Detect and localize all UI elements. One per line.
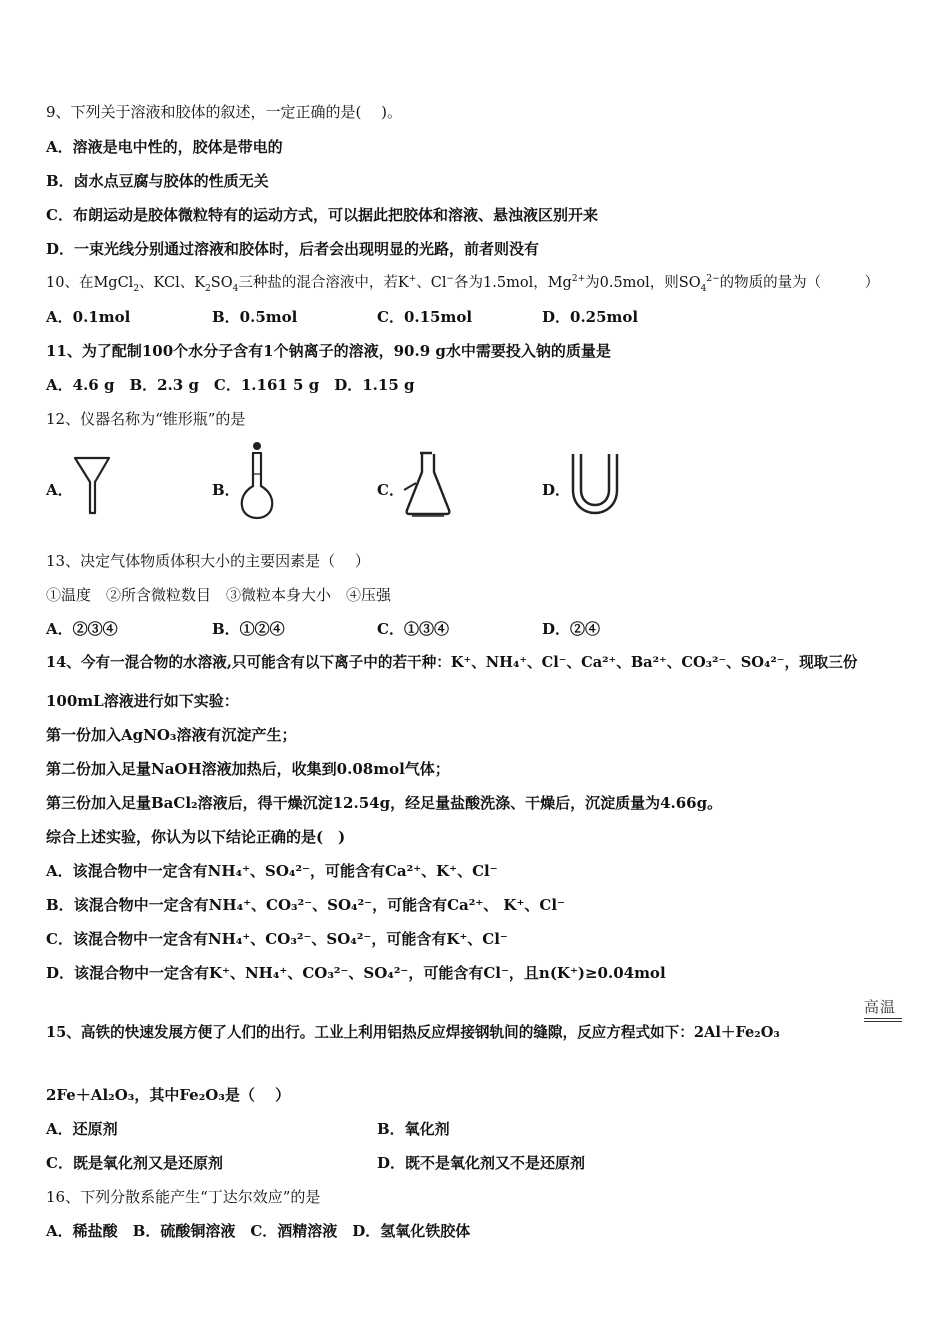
q11-options: A．4.6 g B．2.3 g C．1.161 5 g D．1.15 g bbox=[46, 376, 415, 394]
q15-option-a: A．还原剂 bbox=[46, 1120, 118, 1138]
q14-stem-line2: 100mL溶液进行如下实验： bbox=[46, 692, 239, 710]
q15-option-d: D．既不是氧化剂又不是还原剂 bbox=[377, 1154, 586, 1172]
q11-stem: 11、为了配制100个水分子含有1个钠离子的溶液，90.9 g水中需要投入钠的质量是 bbox=[46, 342, 611, 360]
q10-stem: 10、在MgCl$_2$、KCl、$K_2SO_4$三种盐的混合溶液中，若K+、Cl−各为1.5mol，$Mg^{2+}$为0.5mol，则$SO_4^{2-}$的物质的量为（ ） bbox=[46, 274, 880, 294]
q12-option-c: C． bbox=[377, 481, 404, 499]
q13-option-b: B．①②④ bbox=[212, 620, 285, 638]
q13-option-a: A．②③④ bbox=[46, 620, 118, 638]
q9-option-d: D．一束光线分别通过溶液和胶体时，后者会出现明显的光路，前者则没有 bbox=[46, 240, 540, 258]
q10-option-c: C．0.15mol bbox=[377, 308, 473, 326]
volumetric-flask-icon bbox=[238, 440, 276, 520]
q12-stem: 12、仪器名称为“锥形瓶”的是 bbox=[46, 410, 246, 428]
q14-experiment-1: 第一份加入AgNO₃溶液有沉淀产生； bbox=[46, 726, 297, 744]
q14-option-b: B．该混合物中一定含有NH₄⁺、CO₃²⁻、SO₄²⁻，可能含有Ca²⁺、 K⁺、Cl⁻ bbox=[46, 896, 565, 914]
q14-option-a: A．该混合物中一定含有NH₄⁺、SO₄²⁻，可能含有Ca²⁺、K⁺、Cl⁻ bbox=[46, 862, 498, 880]
q13-stem: 13、决定气体物质体积大小的主要因素是（ ） bbox=[46, 552, 370, 570]
conical-flask-icon bbox=[402, 450, 454, 520]
q15-equals-line-bottom bbox=[864, 1021, 902, 1022]
q13-option-d: D．②④ bbox=[542, 620, 601, 638]
u-tube-icon bbox=[569, 452, 621, 516]
q14-option-d: D．该混合物中一定含有K⁺、NH₄⁺、CO₃²⁻、SO₄²⁻，可能含有Cl⁻，且n(K⁺)≥0.04mol bbox=[46, 964, 666, 982]
q15-equals-line-top bbox=[864, 1018, 902, 1019]
q9-stem: 9、下列关于溶液和胶体的叙述，一定正确的是( )。 bbox=[46, 103, 403, 121]
q12-option-d: D． bbox=[542, 481, 571, 499]
q12-option-b: B． bbox=[212, 481, 240, 499]
q14-conclusion: 综合上述实验，你认为以下结论正确的是( ) bbox=[46, 828, 346, 846]
q10-option-a: A．0.1mol bbox=[46, 308, 131, 326]
q14-experiment-3: 第三份加入足量BaCl₂溶液后，得干燥沉淀12.54g，经足量盐酸洗涤、干燥后，沉淀质量为4.66g。 bbox=[46, 794, 723, 812]
q12-option-a: A． bbox=[46, 481, 73, 499]
q15-stem-line1: 15、高铁的快速发展方便了人们的出行。工业上利用铝热反应焊接钢轨间的缝隙，反应方程式如下：2Al＋Fe₂O₃ bbox=[46, 1024, 780, 1041]
q15-stem-line2: 2Fe＋Al₂O₃，其中Fe₂O₃是（ ） bbox=[46, 1086, 291, 1104]
q15-condition-label: 高温 bbox=[864, 998, 897, 1016]
q10-option-b: B．0.5mol bbox=[212, 308, 298, 326]
q13-option-c: C．①③④ bbox=[377, 620, 449, 638]
q10-option-d: D．0.25mol bbox=[542, 308, 639, 326]
q15-option-b: B．氧化剂 bbox=[377, 1120, 450, 1138]
q15-option-c: C．既是氧化剂又是还原剂 bbox=[46, 1154, 223, 1172]
q16-stem: 16、下列分散系能产生“丁达尔效应”的是 bbox=[46, 1188, 321, 1206]
q13-factors: ①温度 ②所含微粒数目 ③微粒本身大小 ④压强 bbox=[46, 586, 392, 604]
q9-option-c: C．布朗运动是胶体微粒特有的运动方式，可以据此把胶体和溶液、悬浊液区别开来 bbox=[46, 206, 598, 224]
funnel-icon bbox=[72, 455, 112, 517]
q14-stem-line1: 14、今有一混合物的水溶液,只可能含有以下离子中的若干种：K⁺、NH₄⁺、Cl⁻、Ca²⁺、Ba²⁺、CO₃²⁻、SO₄²⁻，现取三份 bbox=[46, 654, 858, 671]
q9-option-b: B．卤水点豆腐与胶体的性质无关 bbox=[46, 172, 269, 190]
q14-option-c: C．该混合物中一定含有NH₄⁺、CO₃²⁻、SO₄²⁻，可能含有K⁺、Cl⁻ bbox=[46, 930, 508, 948]
q9-option-a: A．溶液是电中性的，胶体是带电的 bbox=[46, 138, 283, 156]
q16-options: A．稀盐酸 B．硫酸铜溶液 C．酒精溶液 D．氢氧化铁胶体 bbox=[46, 1222, 471, 1240]
q14-experiment-2: 第二份加入足量NaOH溶液加热后，收集到0.08mol气体； bbox=[46, 760, 450, 778]
